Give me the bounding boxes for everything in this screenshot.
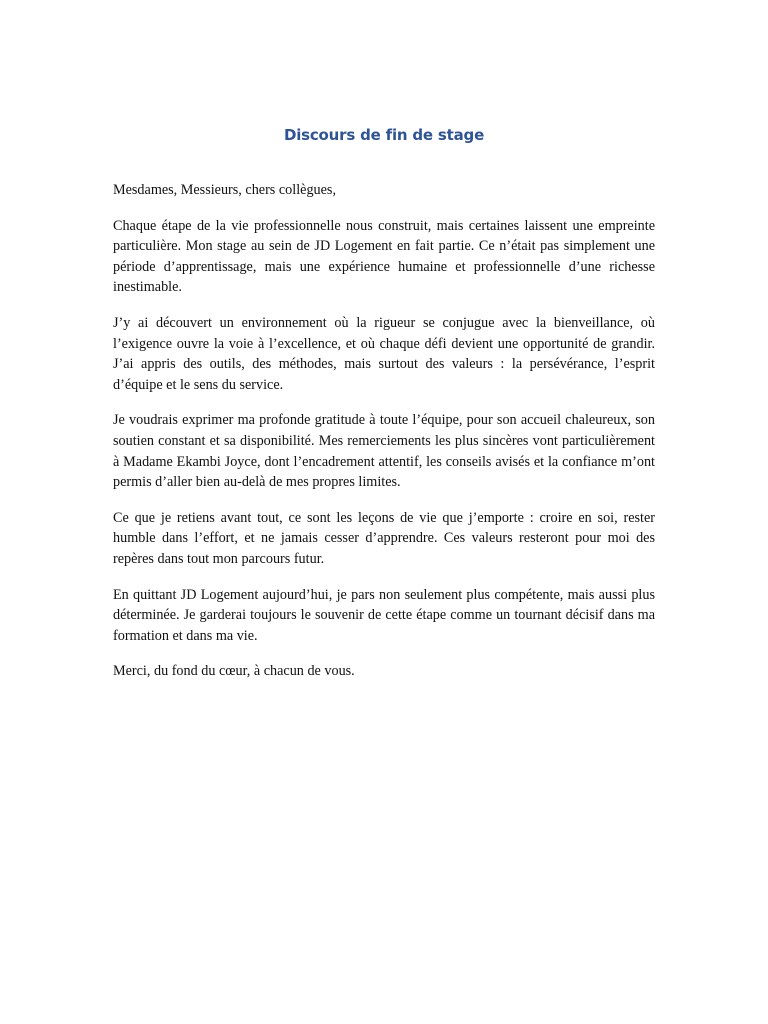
paragraph-1: Chaque étape de la vie professionnelle nous construit, mais certaines laissent une empreinte particulière. Mon stage au sein de JD Logement en fait partie. Ce n’était pas simplement une période d’apprentissage, mais une expérience humaine et professionnelle d’une richesse inestimable. — [113, 217, 655, 296]
paragraph-5: En quittant JD Logement aujourd’hui, je pars non seulement plus compétente, mais aussi plus déterminée. Je garderai toujours le souvenir de cette étape comme un tournant décisif dans ma formation et dans ma vie. — [113, 586, 655, 644]
salutation: Mesdames, Messieurs, chers collègues, — [113, 182, 337, 198]
paragraph-4: Ce que je retiens avant tout, ce sont les leçons de vie que j’emporte : croire en soi, rester humble dans l’effort, et ne jamais cesser d’apprendre. Ces valeurs resteront pour moi des repères dans tout mon parcours futur. — [113, 509, 655, 567]
paragraph-2: J’y ai découvert un environnement où la rigueur se conjugue avec la bienveillance, où l’exigence ouvre la voie à l’excellence, et où chaque défi devient une opportunité de grandir. J’ai appris des outils, des méthodes, mais surtout des valeurs : la persévérance, l’esprit d’équipe et le sens du service. — [113, 314, 655, 393]
paragraph-3: Je voudrais exprimer ma profonde gratitude à toute l’équipe, pour son accueil chaleureux, son soutien constant et sa disponibilité. Mes remerciements les plus sincères vont particulièrement à Madame Ekambi Joyce, dont l’encadrement attentif, les conseils avisés et la confiance m’ont permis d’aller bien au-delà de mes propres limites. — [113, 412, 655, 491]
document-title: Discours de fin de stage — [283, 126, 485, 144]
closing: Merci, du fond du cœur, à chacun de vous. — [113, 663, 355, 680]
document-body — [113, 180, 655, 697]
